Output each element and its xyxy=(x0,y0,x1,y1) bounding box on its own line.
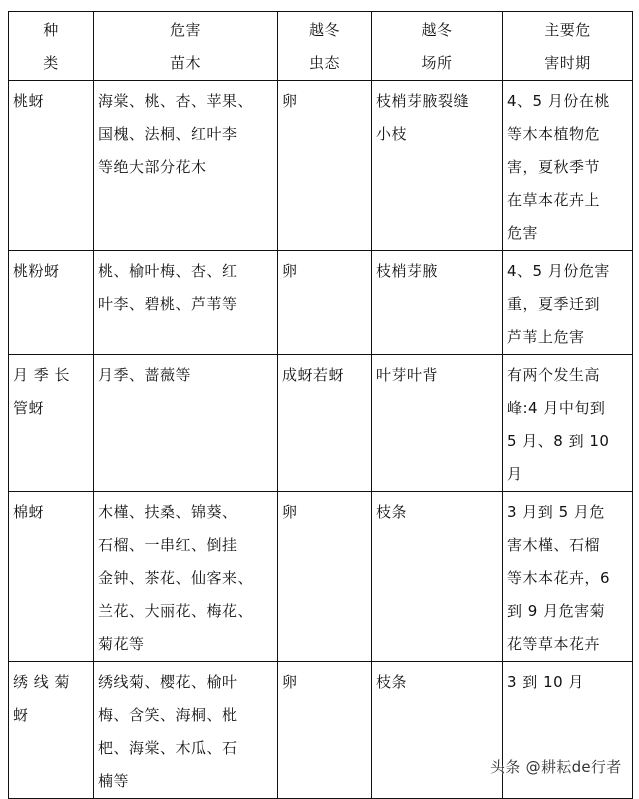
cell-line: 等木本花卉，6 xyxy=(507,569,611,587)
cell-line: 苗木 xyxy=(169,54,201,72)
table-cell xyxy=(94,251,278,355)
cell-line: 卵 xyxy=(282,262,298,280)
cell-line: 越冬 xyxy=(308,21,340,39)
cell-line: 海棠、桃、杏、苹果、 xyxy=(98,92,254,110)
table-row xyxy=(9,662,633,799)
cell-line: 成蚜若蚜 xyxy=(282,366,345,384)
cell-line: 小枝 xyxy=(376,125,408,143)
cell-line: 木槿、扶桑、锦葵、 xyxy=(98,503,238,521)
table-cell xyxy=(278,251,372,355)
cell-line: 4、5 月份在桃 xyxy=(507,92,610,110)
cell-line: 种 xyxy=(43,21,59,39)
table-cell xyxy=(278,355,372,492)
cell-line: 管蚜 xyxy=(13,399,45,417)
cell-line: 芦苇上危害 xyxy=(507,328,585,346)
cell-line: 害时期 xyxy=(544,54,591,72)
table-cell xyxy=(372,251,503,355)
cell-line: 叶李、碧桃、芦苇等 xyxy=(98,295,238,313)
cell-line: 害木槿、石榴 xyxy=(507,536,601,554)
cell-line: 场所 xyxy=(421,54,453,72)
table-cell xyxy=(94,81,278,251)
cell-line: 月 季 长 xyxy=(13,366,71,384)
header-cell xyxy=(278,12,372,81)
cell-line: 绣 线 菊 xyxy=(13,673,71,691)
cell-line: 金钟、茶花、仙客来、 xyxy=(98,569,254,587)
cell-line: 枝条 xyxy=(376,503,408,521)
header-cell xyxy=(9,12,94,81)
cell-line: 月 xyxy=(507,465,523,483)
cell-line: 危害 xyxy=(507,224,539,242)
table-cell xyxy=(94,662,278,799)
table-row xyxy=(9,81,633,251)
cell-line: 蚜 xyxy=(13,706,29,724)
table-cell xyxy=(9,81,94,251)
cell-line: 有两个发生高 xyxy=(507,366,601,384)
cell-line: 卵 xyxy=(282,92,298,110)
table-cell xyxy=(503,662,633,799)
table-cell xyxy=(278,81,372,251)
cell-line: 国槐、法桐、红叶李 xyxy=(98,125,238,143)
cell-line: 梅、含笑、海桐、枇 xyxy=(98,706,238,724)
cell-line: 等绝大部分花木 xyxy=(98,158,207,176)
cell-line: 菊花等 xyxy=(98,635,145,653)
table-row xyxy=(9,355,633,492)
table-cell xyxy=(372,81,503,251)
cell-line: 叶芽叶背 xyxy=(376,366,439,384)
cell-line: 类 xyxy=(43,54,59,72)
cell-line: 5 月、8 到 10 xyxy=(507,432,610,450)
cell-line: 桃蚜 xyxy=(13,92,45,110)
cell-line: 月季、蔷薇等 xyxy=(98,366,192,384)
cell-line: 枝梢芽腋裂缝 xyxy=(376,92,470,110)
table-cell xyxy=(9,251,94,355)
table-cell xyxy=(94,355,278,492)
cell-line: 石榴、一串红、倒挂 xyxy=(98,536,238,554)
cell-line: 枝条 xyxy=(376,673,408,691)
cell-line: 杷、海棠、木瓜、石 xyxy=(98,739,238,757)
table-cell xyxy=(9,355,94,492)
cell-line: 绣线菊、樱花、榆叶 xyxy=(98,673,238,691)
table-row xyxy=(9,251,633,355)
cell-line: 桃、榆叶梅、杏、红 xyxy=(98,262,238,280)
table-cell xyxy=(9,492,94,662)
cell-line: 虫态 xyxy=(308,54,340,72)
table-cell xyxy=(278,662,372,799)
header-cell xyxy=(94,12,278,81)
cell-line: 卵 xyxy=(282,673,298,691)
cell-line: 3 到 10 月 xyxy=(507,673,584,691)
cell-line: 主要危 xyxy=(544,21,591,39)
cell-line: 4、5 月份危害 xyxy=(507,262,610,280)
table-row xyxy=(9,492,633,662)
cell-line: 重，夏季迁到 xyxy=(507,295,601,313)
table-cell xyxy=(372,662,503,799)
cell-line: 兰花、大丽花、梅花、 xyxy=(98,602,254,620)
cell-line: 桃粉蚜 xyxy=(13,262,60,280)
cell-line: 到 9 月危害菊 xyxy=(507,602,606,620)
cell-line: 花等草本花卉 xyxy=(507,635,601,653)
table-cell xyxy=(503,492,633,662)
table-cell xyxy=(503,355,633,492)
cell-line: 等木本植物危 xyxy=(507,125,601,143)
table-cell xyxy=(503,251,633,355)
cell-line: 楠等 xyxy=(98,772,130,790)
table-cell xyxy=(278,492,372,662)
watermark: 头条 @耕耘de行者 xyxy=(490,758,622,776)
cell-line: 3 月到 5 月危 xyxy=(507,503,605,521)
header-cell xyxy=(372,12,503,81)
cell-line: 危害 xyxy=(169,21,201,39)
header-cell xyxy=(503,12,633,81)
cell-line: 棉蚜 xyxy=(13,503,45,521)
cell-line: 卵 xyxy=(282,503,298,521)
cell-line: 枝梢芽腋 xyxy=(376,262,439,280)
cell-line: 在草本花卉上 xyxy=(507,191,601,209)
aphid-table xyxy=(8,11,633,799)
table-cell xyxy=(9,662,94,799)
cell-line: 害，夏秋季节 xyxy=(507,158,601,176)
table-cell xyxy=(94,492,278,662)
header-row xyxy=(9,12,633,81)
table-cell xyxy=(372,492,503,662)
table-cell xyxy=(503,81,633,251)
cell-line: 越冬 xyxy=(421,21,453,39)
table-cell xyxy=(372,355,503,492)
cell-line: 峰:4 月中旬到 xyxy=(507,399,606,417)
